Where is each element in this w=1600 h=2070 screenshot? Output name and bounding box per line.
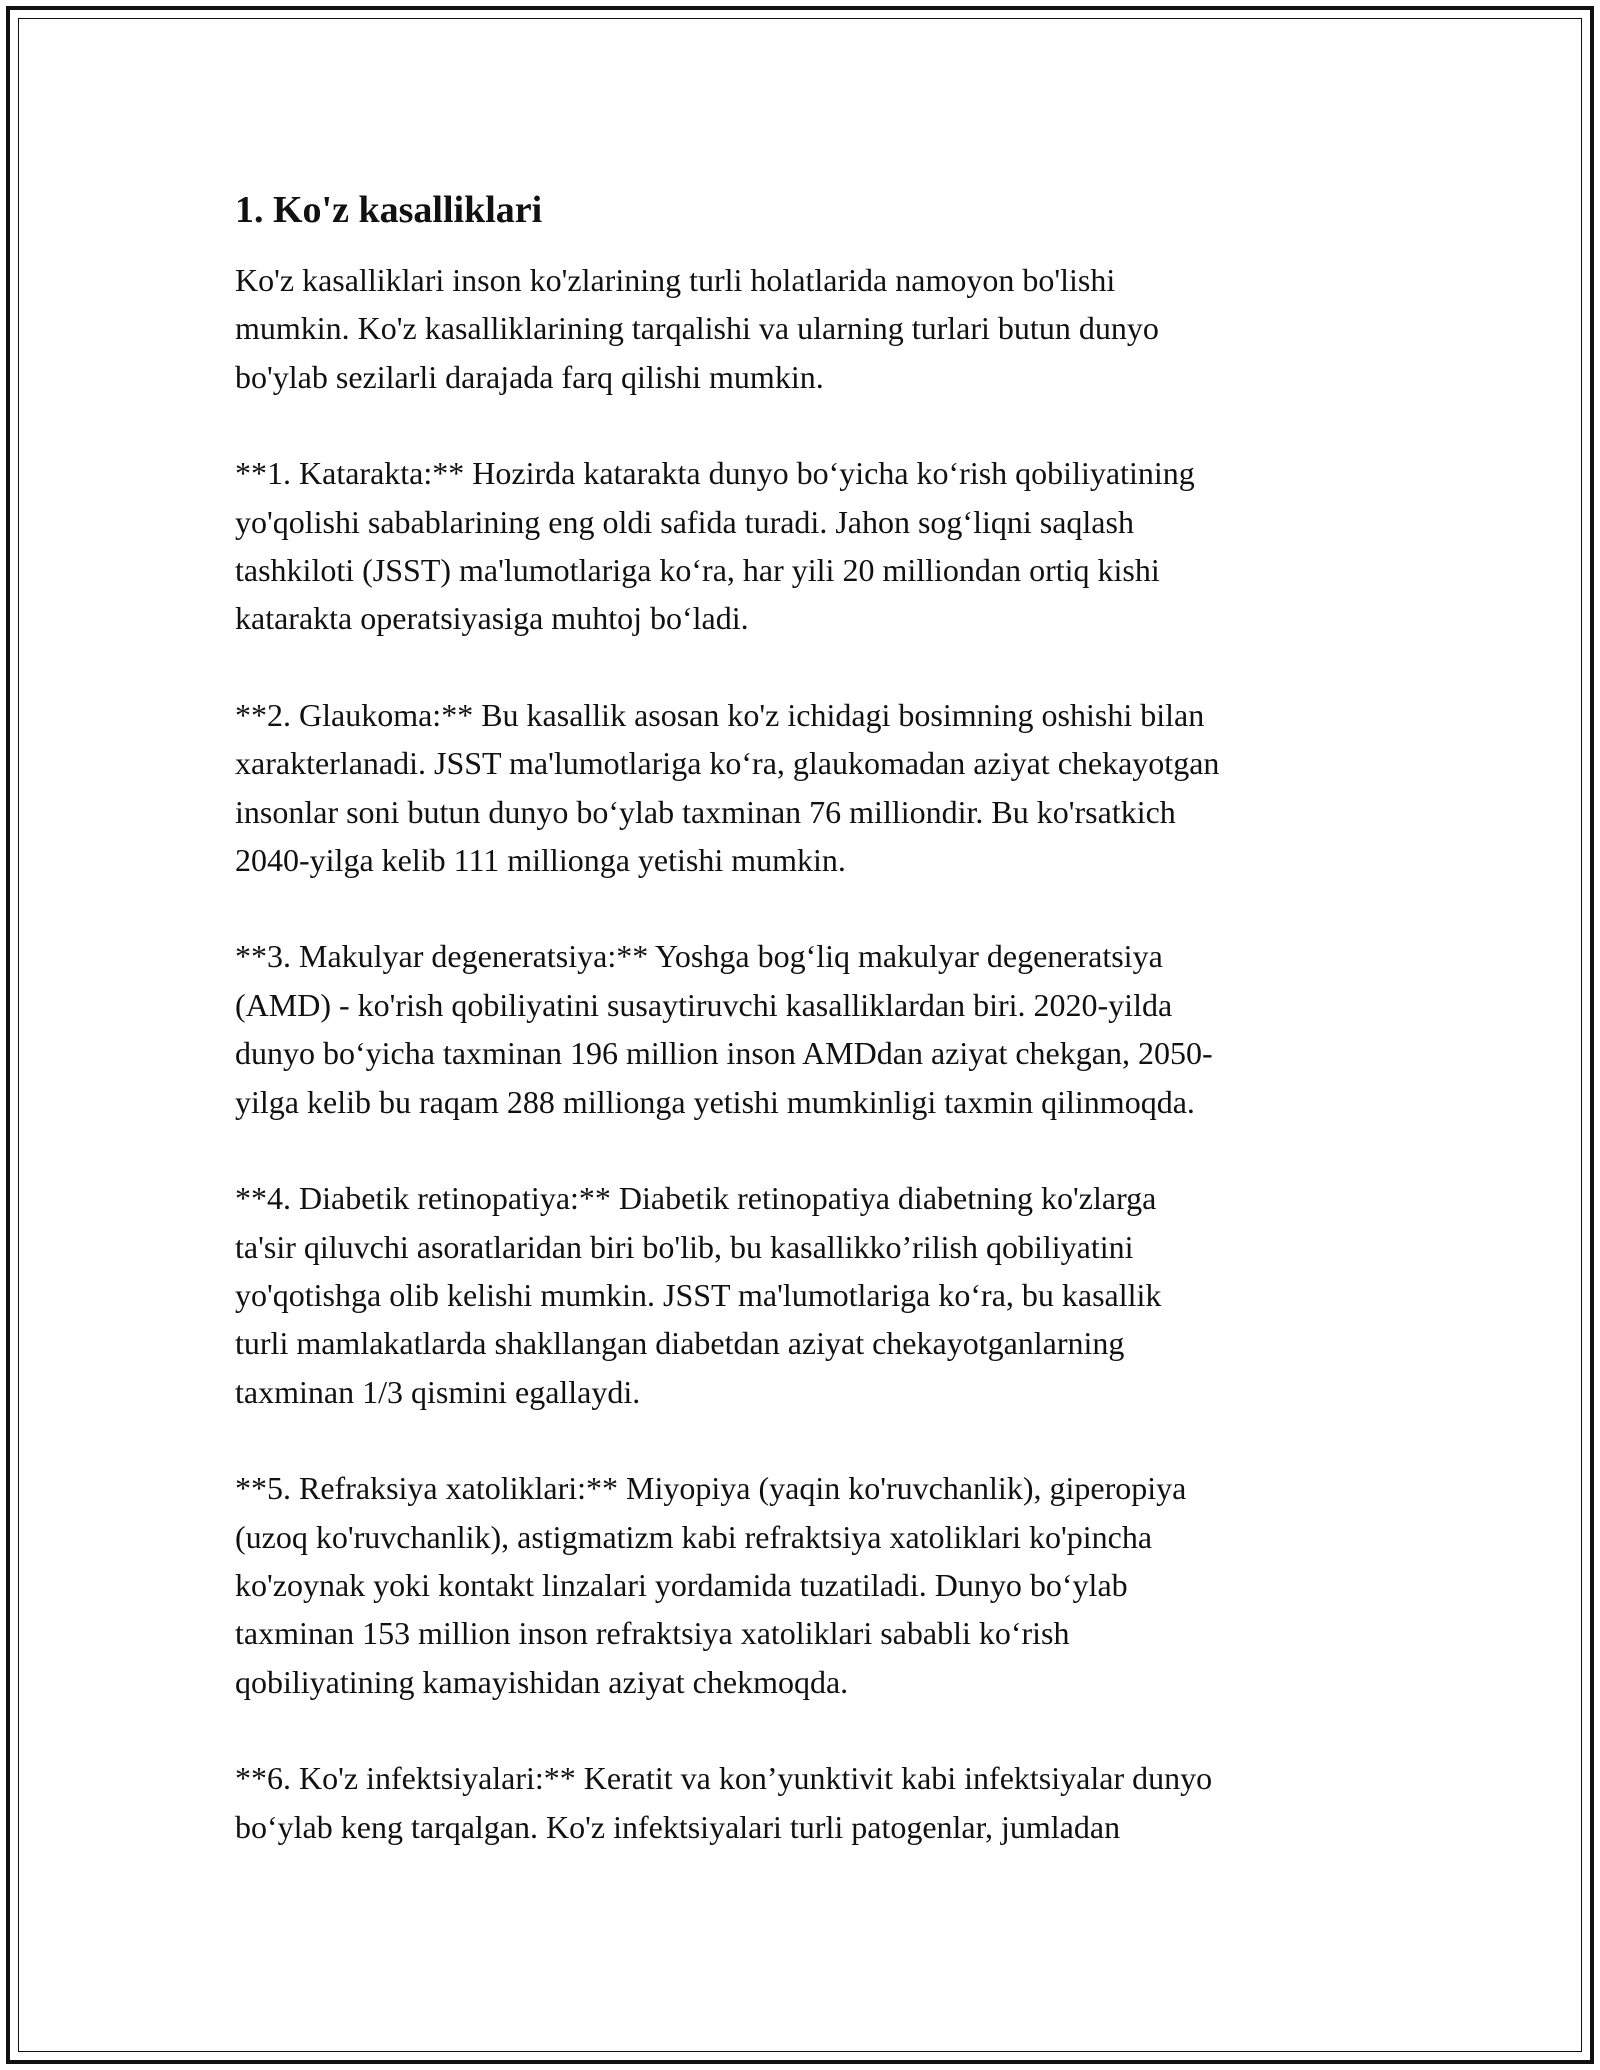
intro-paragraph: Ko'z kasalliklari inson ko'zlarining turli holatlarida namoyon bo'lishi mumkin. Ko'z kasalliklarining tarqalishi va ularning turlari butun dunyo bo'ylab sezilarli darajada farq qilishi mumkin. [235,262,1159,395]
document-body [235,186,1375,1851]
glaucoma-paragraph: **2. Glaukoma:** Bu kasallik asosan ko'z ichidagi bosimning oshishi bilan xarakterlanadi. JSST ma'lumotlariga ko‘ra, glaukomadan aziyat chekayotgan insonlar soni butun dunyo bo‘ylab taxminan 76 milliondir. Bu ko'rsatkich 2040-yilga kelib 111 millionga yetishi mumkin. [235,696,1220,879]
refraction-errors-paragraph: **5. Refraksiya xatoliklari:** Miyopiya (yaqin ko'ruvchanlik), giperopiya (uzoq ko'ruvchanlik), astigmatizm kabi refraktsiya xatoliklari ko'pincha ko'zoynak yoki kontakt linzalari yordamida tuzatiladi. Dunyo bo‘ylab taxminan 153 million inson refraktsiya xatoliklari sababli ko‘rish qobiliyatining kamayishidan aziyat chekmoqda. [235,1470,1187,1700]
cataract-paragraph: **1. Katarakta:** Hozirda katarakta dunyo bo‘yicha ko‘rish qobiliyatining yo'qolishi sabablarining eng oldi safida turadi. Jahon sog‘liqni saqlash tashkiloti (JSST) ma'lumotlariga ko‘ra, har yili 20 milliondan ortiq kishi katarakta operatsiyasiga muhtoj bo‘ladi. [235,455,1195,637]
macular-degeneration-paragraph: **3. Makulyar degeneratsiya:** Yoshga bog‘liq makulyar degeneratsiya (AMD) - ko'rish qobiliyatini susaytiruvchi kasalliklardan biri. 2020-yilda dunyo bo‘yicha taxminan 196 million inson AMDdan aziyat chekgan, 2050- yilga kelib bu raqam 288 millionga yetishi mumkinligi taxmin qilinmoqda. [235,938,1213,1120]
diabetic-retinopathy-paragraph: **4. Diabetik retinopatiya:** Diabetik retinopatiya diabetning ko'zlarga ta'sir qiluvchi asoratlaridan biri bo'lib, bu kasallikko’rilish qobiliyatini yo'qotishga olib kelishi mumkin. JSST ma'lumotlariga ko‘ra, bu kasallik turli mamlakatlarda shakllangan diabetdan aziyat chekayotganlarning taxminan 1/3 qismini egallaydi. [235,1180,1162,1410]
page-title: 1. Ko'z kasalliklari [235,189,543,231]
eye-infections-paragraph: **6. Ko'z infektsiyalari:** Keratit va kon’yunktivit kabi infektsiyalar dunyo bo‘ylab keng tarqalgan. Ko'z infektsiyalari turli patogenlar, jumladan [235,1760,1213,1845]
